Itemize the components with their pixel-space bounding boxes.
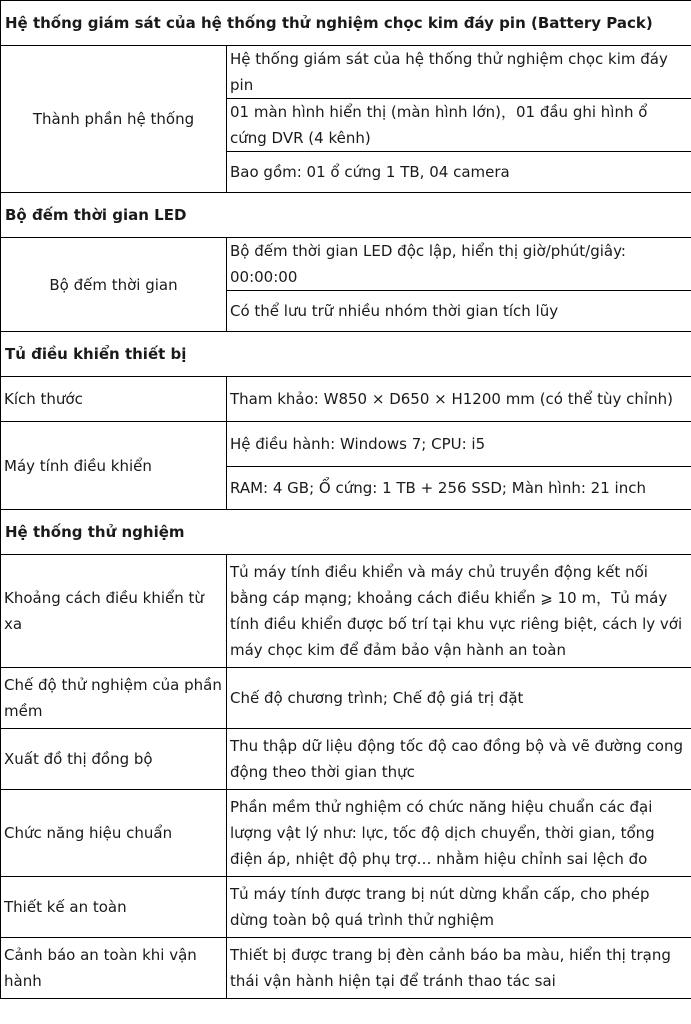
- row-label: Cảnh báo an toàn khi vận hành: [1, 938, 227, 999]
- row-value: Hệ thống giám sát của hệ thống thử nghiệm chọc kim đáy pin: [227, 46, 691, 99]
- row-value: Thiết bị được trang bị đèn cảnh báo ba màu, hiển thị trạng thái vận hành hiện tại để tránh thao tác sai: [227, 938, 691, 999]
- table-row: [1, 422, 691, 467]
- row-value: Chế độ chương trình; Chế độ giá trị đặt: [227, 668, 691, 729]
- row-value: RAM: 4 GB; Ổ cứng: 1 TB + 256 SSD; Màn hình: 21 inch: [227, 467, 691, 510]
- section-heading-test-system: Hệ thống thử nghiệm: [1, 510, 691, 555]
- row-label: Chức năng hiệu chuẩn: [1, 790, 227, 877]
- section-heading-timer: Bộ đếm thời gian LED: [1, 193, 691, 238]
- table-row: [1, 238, 691, 291]
- row-value: Có thể lưu trữ nhiều nhóm thời gian tích lũy: [227, 291, 691, 332]
- section-row-monitoring: [1, 1, 691, 46]
- row-label-timer: Bộ đếm thời gian: [1, 238, 227, 332]
- table-row: [1, 877, 691, 938]
- row-label: Chế độ thử nghiệm của phần mềm: [1, 668, 227, 729]
- row-value: 01 màn hình hiển thị (màn hình lớn)，01 đầu ghi hình ổ cứng DVR (4 kênh): [227, 99, 691, 152]
- table-row: [1, 377, 691, 422]
- table-row: [1, 729, 691, 790]
- row-value: Hệ điều hành: Windows 7; CPU: i5: [227, 422, 691, 467]
- row-value: Tham khảo: W850 × D650 × H1200 mm (có thể tùy chỉnh): [227, 377, 691, 422]
- row-value: Thu thập dữ liệu động tốc độ cao đồng bộ và vẽ đường cong động theo thời gian thực: [227, 729, 691, 790]
- row-label: Khoảng cách điều khiển từ xa: [1, 555, 227, 668]
- section-row-cabinet: [1, 332, 691, 377]
- row-label: Xuất đồ thị đồng bộ: [1, 729, 227, 790]
- table-row: [1, 555, 691, 668]
- row-value: Bao gồm: 01 ổ cứng 1 TB, 04 camera: [227, 152, 691, 193]
- row-label: Thiết kế an toàn: [1, 877, 227, 938]
- row-value: Bộ đếm thời gian LED độc lập, hiển thị giờ/phút/giây: 00:00:00: [227, 238, 691, 291]
- table-row: [1, 668, 691, 729]
- table-row: [1, 46, 691, 99]
- row-value: Tủ máy tính được trang bị nút dừng khẩn cấp, cho phép dừng toàn bộ quá trình thử nghiệm: [227, 877, 691, 938]
- row-value: Tủ máy tính điều khiển và máy chủ truyền động kết nối bằng cáp mạng; khoảng cách điều khiển ⩾ 10 m，Tủ máy tính điều khiển được bố trí tại khu vực riêng biệt, cách ly với máy chọc kim để đảm bảo vận hành an toàn: [227, 555, 691, 668]
- row-label-system-components: Thành phần hệ thống: [1, 46, 227, 193]
- row-label-control-pc: Máy tính điều khiển: [1, 422, 227, 510]
- table-row: [1, 938, 691, 999]
- row-label-size: Kích thước: [1, 377, 227, 422]
- table-row: [1, 790, 691, 877]
- section-row-timer: [1, 193, 691, 238]
- section-heading-monitoring: Hệ thống giám sát của hệ thống thử nghiệm chọc kim đáy pin (Battery Pack): [1, 1, 691, 46]
- row-value: Phần mềm thử nghiệm có chức năng hiệu chuẩn các đại lượng vật lý như: lực, tốc độ dịch chuyển, thời gian, tổng điện áp, nhiệt độ phụ trợ… nhằm hiệu chỉnh sai lệch đo: [227, 790, 691, 877]
- section-heading-cabinet: Tủ điều khiển thiết bị: [1, 332, 691, 377]
- section-row-test-system: [1, 510, 691, 555]
